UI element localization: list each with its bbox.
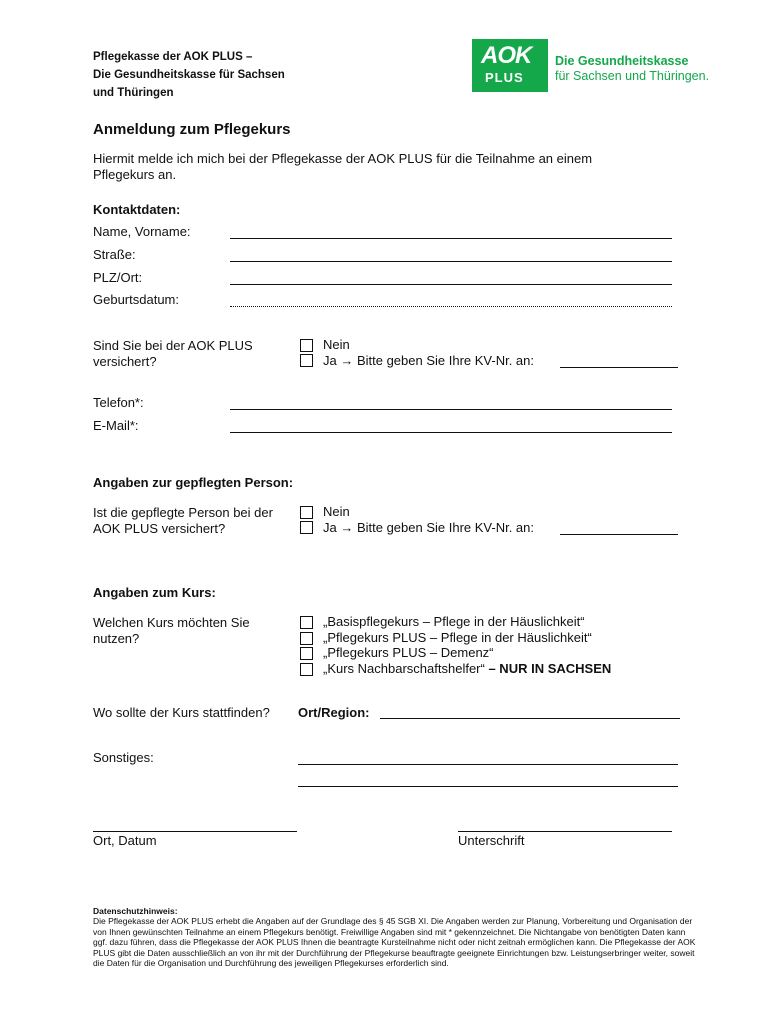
place-date-field[interactable] bbox=[93, 831, 297, 832]
aok-plus-logo bbox=[472, 39, 548, 92]
insured-no-label: Nein bbox=[323, 337, 350, 352]
logo-tagline-1: Die Gesundheitskasse bbox=[555, 54, 689, 68]
course-option-label: „Basispflegekurs – Pflege in der Häuslichkeit“ bbox=[323, 614, 585, 629]
logo-tagline bbox=[555, 54, 709, 84]
section-heading-person: Angaben zur gepflegten Person: bbox=[93, 475, 294, 490]
person-insured-no-checkbox[interactable] bbox=[300, 506, 313, 519]
signature-label: Unterschrift bbox=[458, 833, 525, 848]
course-option-checkbox[interactable] bbox=[300, 616, 313, 629]
intro-text: Hiermit melde ich mich bei der Pflegekasse der AOK PLUS für die Teilnahme an einem Pflegekurs an. bbox=[93, 151, 593, 182]
course-option-label: „Pflegekurs PLUS – Demenz“ bbox=[323, 645, 494, 660]
location-label: Ort/Region: bbox=[298, 705, 370, 720]
insured-no-checkbox[interactable] bbox=[300, 339, 313, 352]
course-option-checkbox[interactable] bbox=[300, 663, 313, 676]
section-heading-contact: Kontaktdaten: bbox=[93, 202, 181, 217]
place-date-label: Ort, Datum bbox=[93, 833, 157, 848]
location-question: Wo sollte der Kurs stattfinden? bbox=[93, 705, 270, 720]
insured-question: Sind Sie bei der AOK PLUS versichert? bbox=[93, 338, 253, 369]
privacy-heading: Datenschutzhinweis: bbox=[93, 906, 178, 916]
birthdate-field[interactable] bbox=[230, 306, 672, 307]
name-label: Name, Vorname: bbox=[93, 224, 191, 239]
person-insured-yes-label: Ja → Bitte geben Sie Ihre KV-Nr. an: bbox=[323, 520, 535, 535]
page-title: Anmeldung zum Pflegekurs bbox=[93, 121, 291, 138]
sender-line: Pflegekasse der AOK PLUS – bbox=[93, 51, 253, 63]
sender-address bbox=[93, 48, 285, 102]
course-option-checkbox[interactable] bbox=[300, 647, 313, 660]
course-option-label: „Kurs Nachbarschaftshelfer“ bbox=[323, 661, 485, 676]
kv-number-field[interactable] bbox=[560, 367, 678, 368]
course-question: Welchen Kurs möchten Sie nutzen? bbox=[93, 615, 250, 646]
logo-tagline-2: für Sachsen und Thüringen. bbox=[555, 69, 710, 83]
privacy-text: Die Pflegekasse der AOK PLUS erhebt die Angaben auf der Grundlage des § 45 SGB XI. Die Angaben werden zur Planung, Vorbereitung und Organisation der von Ihnen gewünschten Teilnahme an einem Pflegekurs benötigt. Freiwillige Angaben sind mit * gekennzeichnet. Die Nichtangabe von benötigten Daten kann ggf. dazu führen, dass die Pflegekasse der AOK PLUS Ihnen die beantragte Kursteilnahme nicht oder nicht zeitnah ermöglichen kann. Die Pflegekasse der AOK PLUS gibt die Daten ausschließlich an von ihr mit der Durchführung der Pflegekurse beauftragte geeignete Einrichtungen bzw. Leistungserbringer weiter, soweit die Daten für die Organisation und Durchführung des jeweiligen Pflegekurses erforderlich sind. bbox=[93, 916, 696, 968]
email-label: E-Mail*: bbox=[93, 418, 139, 433]
other-field-line1[interactable] bbox=[298, 764, 678, 765]
course-option-label-row bbox=[323, 661, 611, 676]
other-field-line2[interactable] bbox=[298, 786, 678, 787]
name-field[interactable] bbox=[230, 238, 672, 239]
phone-label: Telefon*: bbox=[93, 395, 144, 410]
street-label: Straße: bbox=[93, 247, 136, 262]
location-field[interactable] bbox=[380, 718, 680, 719]
signature-field[interactable] bbox=[458, 831, 672, 832]
street-field[interactable] bbox=[230, 261, 672, 262]
sender-line: und Thüringen bbox=[93, 87, 174, 99]
logo-mark-bottom: PLUS bbox=[485, 70, 524, 85]
section-heading-course: Angaben zum Kurs: bbox=[93, 585, 216, 600]
other-label: Sonstiges: bbox=[93, 750, 154, 765]
person-insured-yes-checkbox[interactable] bbox=[300, 521, 313, 534]
person-kv-number-field[interactable] bbox=[560, 534, 678, 535]
birthdate-label: Geburtsdatum: bbox=[93, 292, 179, 307]
person-insured-question: Ist die gepflegte Person bei der AOK PLUS versichert? bbox=[93, 505, 273, 536]
logo-mark-top: AOK bbox=[481, 42, 532, 69]
course-option-checkbox[interactable] bbox=[300, 632, 313, 645]
city-field[interactable] bbox=[230, 284, 672, 285]
phone-field[interactable] bbox=[230, 409, 672, 410]
email-field[interactable] bbox=[230, 432, 672, 433]
saxony-only-note: – NUR IN SACHSEN bbox=[488, 661, 612, 676]
person-insured-no-label: Nein bbox=[323, 504, 350, 519]
insured-yes-label: Ja → Bitte geben Sie Ihre KV-Nr. an: bbox=[323, 353, 535, 368]
insured-yes-checkbox[interactable] bbox=[300, 354, 313, 367]
city-label: PLZ/Ort: bbox=[93, 270, 143, 285]
sender-line: Die Gesundheitskasse für Sachsen bbox=[93, 69, 285, 81]
course-option-label: „Pflegekurs PLUS – Pflege in der Häuslichkeit“ bbox=[323, 630, 592, 645]
